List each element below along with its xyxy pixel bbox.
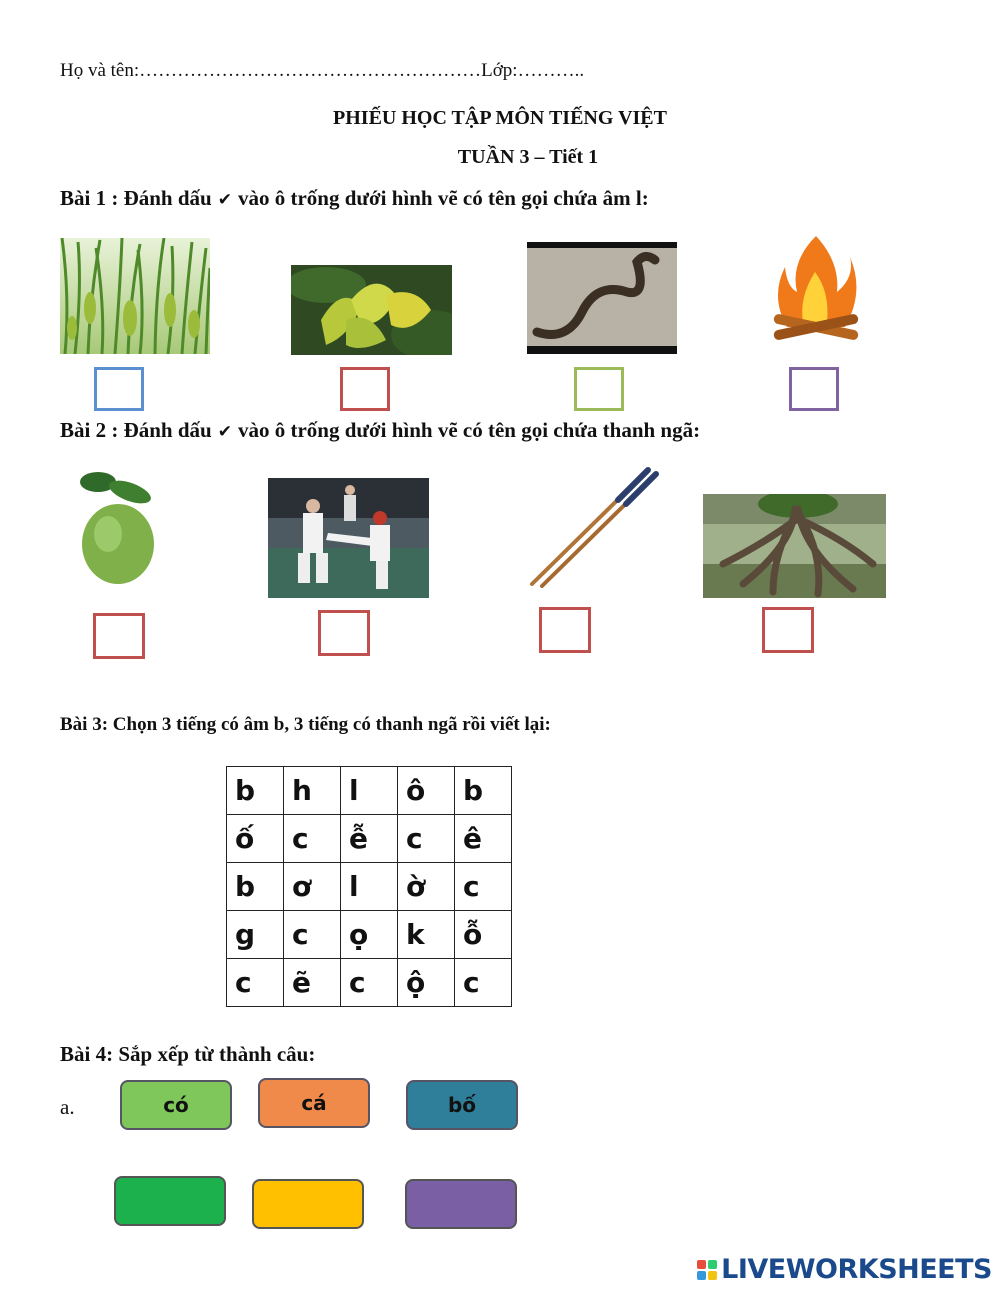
item-a-label: a. xyxy=(60,1095,75,1119)
worksheet-subtitle: TUẦN 3 – Tiết 1 xyxy=(457,146,599,168)
grid-cell[interactable]: b xyxy=(455,767,512,815)
grid-cell[interactable]: ỗ xyxy=(455,911,512,959)
grid-cell[interactable]: c xyxy=(455,959,512,1007)
grid-row xyxy=(227,911,512,959)
tree-roots-image xyxy=(703,494,886,598)
grid-cell[interactable]: ẽ xyxy=(284,959,341,1007)
grid-cell[interactable]: c xyxy=(227,959,284,1007)
name-class-line: Họ và tên:………………………………………………Lớp:……….. xyxy=(60,60,585,81)
grid-cell[interactable]: ọ xyxy=(341,911,398,959)
grid-cell[interactable]: l xyxy=(341,767,398,815)
eel-image xyxy=(527,242,677,354)
grid-row xyxy=(227,815,512,863)
grid-cell[interactable]: ơ xyxy=(284,863,341,911)
answer-box-rice[interactable] xyxy=(94,367,144,411)
grid-row xyxy=(227,959,512,1007)
exercise-1-suffix: vào ô trống dưới hình vẽ có tên gọi chứa âm l: xyxy=(237,186,649,210)
check-icon: ✔ xyxy=(217,422,232,442)
word-card-bo[interactable]: bố xyxy=(406,1080,518,1130)
rice-plant-image xyxy=(60,238,210,354)
grid-cell[interactable]: c xyxy=(398,815,455,863)
answer-box-chopsticks[interactable] xyxy=(539,607,591,653)
worksheet-title: PHIẾU HỌC TẬP MÔN TIẾNG VIỆT xyxy=(333,107,667,129)
word-card-co[interactable]: có xyxy=(120,1080,232,1130)
answer-box-martial-arts[interactable] xyxy=(318,610,370,656)
drop-slot-3[interactable] xyxy=(405,1179,517,1229)
answer-box-eel[interactable] xyxy=(574,367,624,411)
grid-cell[interactable]: c xyxy=(341,959,398,1007)
exercise-2-prefix: Bài 2 : Đánh dấu xyxy=(60,418,212,442)
grid-cell[interactable]: ô xyxy=(398,767,455,815)
exercise-2-title xyxy=(60,418,700,443)
grid-cell[interactable]: ê xyxy=(455,815,512,863)
grid-row xyxy=(227,767,512,815)
answer-box-starfruit[interactable] xyxy=(340,367,390,411)
answer-box-pomelo[interactable] xyxy=(93,613,145,659)
liveworksheets-logo xyxy=(697,1254,992,1285)
logo-mark-icon xyxy=(697,1260,717,1280)
chopsticks-image xyxy=(528,466,660,588)
grid-cell[interactable]: ờ xyxy=(398,863,455,911)
grid-cell[interactable]: l xyxy=(341,863,398,911)
check-icon: ✔ xyxy=(217,190,232,210)
grid-cell[interactable]: b xyxy=(227,863,284,911)
letter-grid xyxy=(226,766,512,1007)
grid-cell[interactable]: c xyxy=(284,815,341,863)
grid-cell[interactable]: c xyxy=(284,911,341,959)
pomelo-image xyxy=(68,466,166,588)
exercise-1-title xyxy=(60,186,649,211)
campfire-image xyxy=(765,232,867,356)
exercise-1-prefix: Bài 1 : Đánh dấu xyxy=(60,186,212,210)
grid-cell[interactable]: h xyxy=(284,767,341,815)
martial-arts-image xyxy=(268,478,429,598)
exercise-4-title: Bài 4: Sắp xếp từ thành câu: xyxy=(60,1042,316,1066)
word-card-ca[interactable]: cá xyxy=(258,1078,370,1128)
drop-slot-2[interactable] xyxy=(252,1179,364,1229)
starfruit-image xyxy=(291,265,452,355)
brand-name: LIVEWORKSHEETS xyxy=(721,1254,992,1285)
answer-box-tree-roots[interactable] xyxy=(762,607,814,653)
grid-cell[interactable]: ộ xyxy=(398,959,455,1007)
exercise-3-title: Bài 3: Chọn 3 tiếng có âm b, 3 tiếng có thanh ngã rồi viết lại: xyxy=(60,714,551,735)
grid-cell[interactable]: ễ xyxy=(341,815,398,863)
grid-cell[interactable]: ố xyxy=(227,815,284,863)
grid-cell[interactable]: b xyxy=(227,767,284,815)
answer-box-fire[interactable] xyxy=(789,367,839,411)
exercise-2-suffix: vào ô trống dưới hình vẽ có tên gọi chứa thanh ngã: xyxy=(237,418,701,442)
grid-cell[interactable]: g xyxy=(227,911,284,959)
grid-cell[interactable]: k xyxy=(398,911,455,959)
grid-cell[interactable]: c xyxy=(455,863,512,911)
grid-row xyxy=(227,863,512,911)
drop-slot-1[interactable] xyxy=(114,1176,226,1226)
